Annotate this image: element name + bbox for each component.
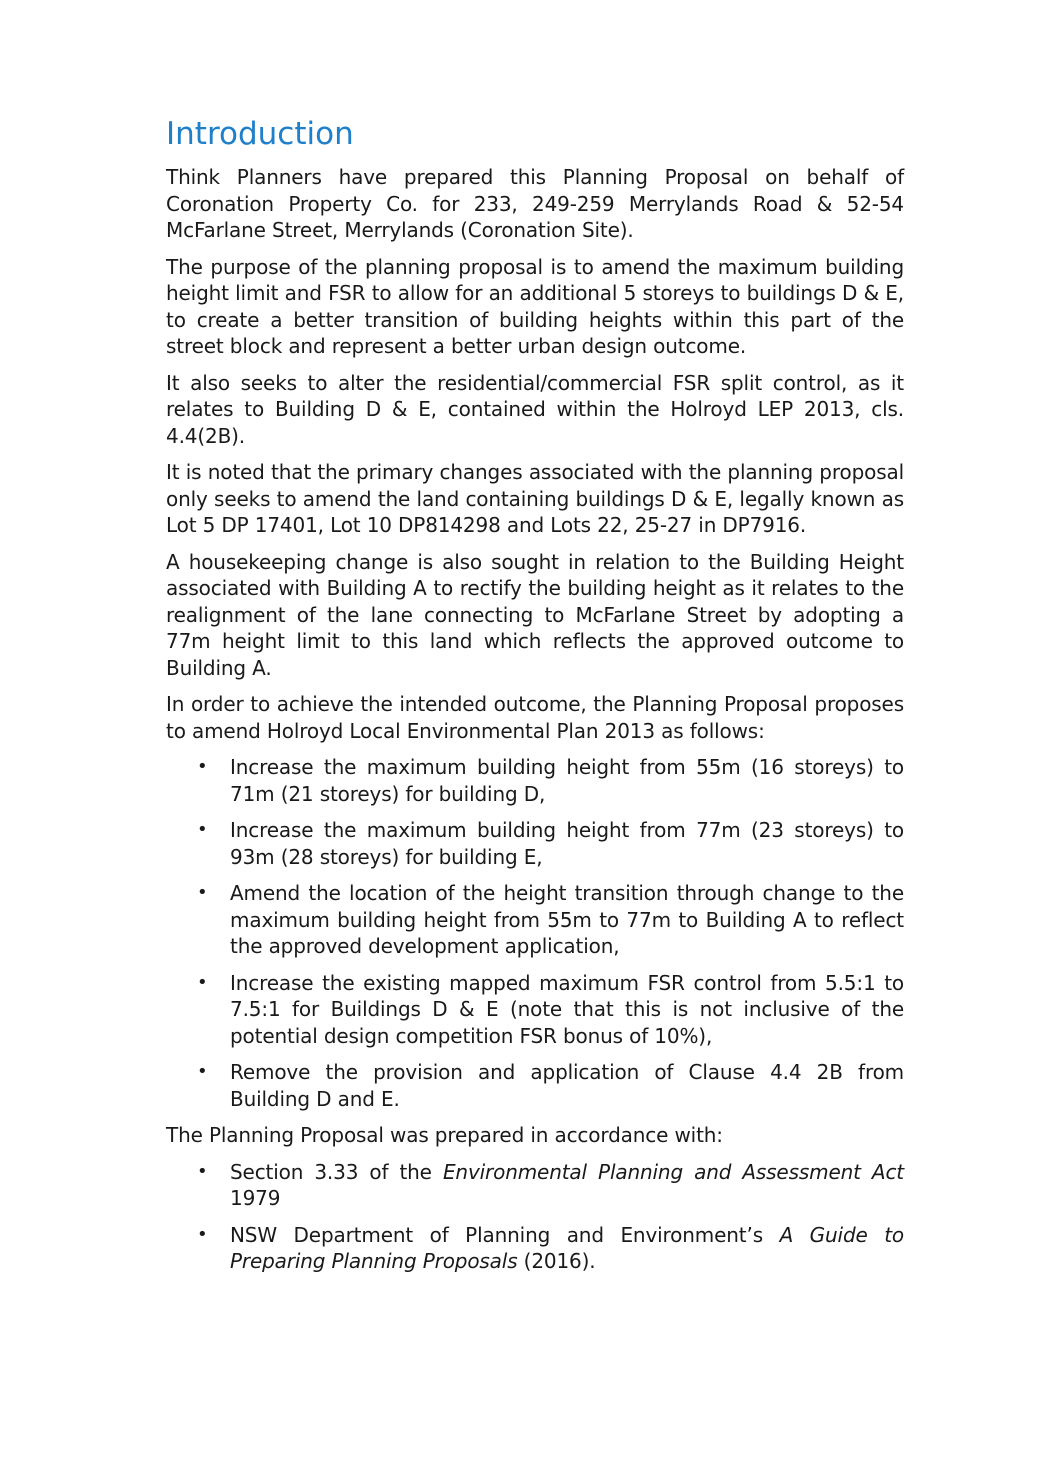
list-item-text: Amend the location of the height transition through change to the maximum building height from 55m to 77m to Building A to reflect the approved development application, — [230, 881, 904, 958]
paragraph-intro: Think Planners have prepared this Planning Proposal on behalf of Coronation Property Co. for 233, 249-259 Merrylands Road & 52-54 McFarlane Street, Merrylands (Coronation Site). — [166, 165, 904, 242]
bullet-icon: • — [197, 882, 208, 903]
list-item — [197, 754, 904, 807]
list-item-text: Increase the existing mapped maximum FSR control from 5.5:1 to 7.5:1 for Buildings D & E (note that this is not inclusive of the potential design competition FSR bonus of 10%), — [230, 970, 904, 1048]
bullet-icon: • — [197, 1160, 208, 1182]
bullet-icon: • — [197, 756, 208, 777]
bullet-icon: • — [197, 819, 208, 840]
list-item-text: Remove the provision and application of Clause 4.4 2B from Building D and E. — [230, 1060, 904, 1111]
list-item-text: Increase the maximum building height from 77m (23 storeys) to 93m (28 storeys) for building E, — [230, 818, 904, 869]
page-content — [166, 114, 904, 1285]
paragraph-accordance-intro: The Planning Proposal was prepared in accordance with: — [166, 1123, 723, 1147]
list-item — [197, 1222, 904, 1275]
guide-title: A Guide to Preparing Planning Proposals — [230, 1222, 904, 1273]
accordance-list — [166, 1159, 904, 1275]
paragraph-housekeeping: A housekeeping change is also sought in relation to the Building Height associated with Building A to rectify the building height as it relates to the realignment of the lane connecting to McFarlane Street by adopting a 77m height limit to this land which reflects the approved outcome to Building A. — [166, 549, 904, 680]
list-item — [197, 880, 904, 960]
list-item — [197, 817, 904, 870]
paragraph-land-scope: It is noted that the primary changes associated with the planning proposal only seeks to amend the land containing buildings D & E, legally known as Lot 5 DP 17401, Lot 10 DP814298 and Lots 22, 25-27 in DP7916. — [166, 460, 904, 537]
paragraph-amend-intro: In order to achieve the intended outcome, the Planning Proposal proposes to amend Holroyd Local Environmental Plan 2013 as follows: — [166, 692, 904, 743]
list-item-suffix: 1979 — [230, 1186, 281, 1210]
list-item — [197, 1059, 904, 1112]
list-item-prefix: NSW Department of Planning and Environment’s — [230, 1222, 780, 1247]
paragraph-purpose: The purpose of the planning proposal is to amend the maximum building height limit and FSR to allow for an additional 5 storeys to buildings D & E, to create a better transition of building heights within this part of the street block and represent a better urban design outcome. — [166, 254, 904, 358]
bullet-icon: • — [197, 1061, 208, 1082]
section-heading: Introduction — [166, 116, 354, 152]
list-item-text: Increase the maximum building height from 55m (16 storeys) to 71m (21 storeys) for building D, — [230, 755, 904, 806]
paragraph-fsr-split: It also seeks to alter the residential/commercial FSR split control, as it relates to Building D & E, contained within the Holroyd LEP 2013, cls. 4.4(2B). — [166, 370, 904, 448]
list-item — [197, 1159, 904, 1212]
bullet-icon: • — [197, 971, 208, 993]
list-item — [197, 970, 904, 1050]
bullet-icon: • — [197, 1223, 208, 1245]
list-item-suffix: (2016). — [517, 1249, 596, 1273]
list-item-prefix: Section 3.33 of the — [230, 1159, 443, 1184]
act-title: Environmental Planning and Assessment Act — [442, 1159, 904, 1184]
amendments-list — [166, 754, 904, 1112]
